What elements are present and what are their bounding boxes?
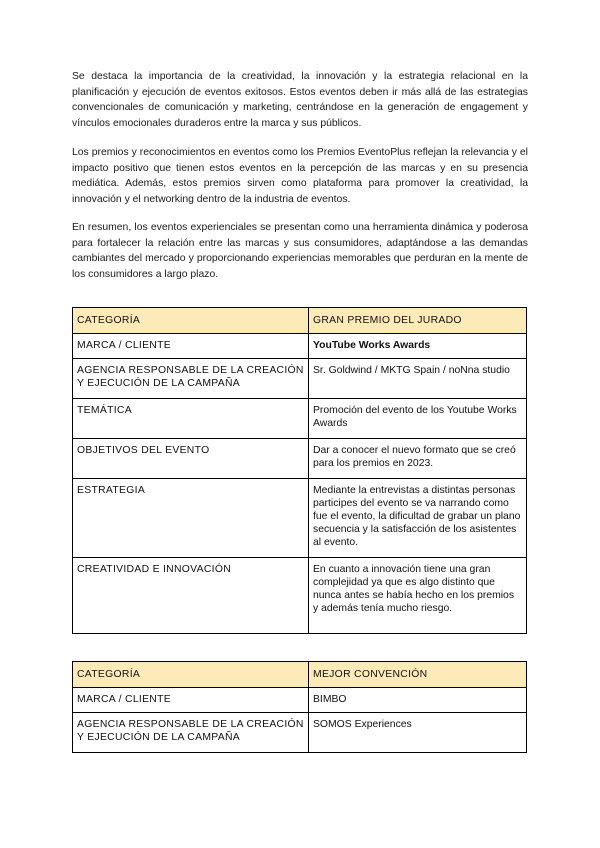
table-row — [73, 359, 527, 399]
row-value: En cuanto a innovación tiene una gran complejidad ya que es algo distinto que nunca antes se había hecho en los premios y además tenía mucho riesgo. — [309, 558, 527, 634]
table-header-row — [73, 662, 527, 688]
paragraph-summary: En resumen, los eventos experienciales se presentan como una herramienta dinámica y poderosa para fortalecer la relación entre las marcas y sus consumidores, adaptándose a las demandas cambiantes del mercado y proporcionando experiencias memorables que perduran en la mente de los consumidores a largo plazo. — [72, 222, 528, 280]
table-row — [73, 479, 527, 558]
table-row — [73, 713, 527, 753]
row-label: AGENCIA RESPONSABLE DE LA CREACIÓN Y EJECUCIÓN DE LA CAMPAÑA — [73, 359, 309, 399]
row-label: TEMÁTICA — [73, 399, 309, 439]
row-label: MARCA / CLIENTE — [73, 334, 309, 359]
paragraph-awards: Los premios y reconocimientos en eventos como los Premios EventoPlus reflejan la relevancia y el impacto positivo que tienen estos eventos en la percepción de las marcas y en su presencia mediática. Además, estos premios sirven como plataforma para promover la creatividad, la innovación y el networking dentro de la industria de eventos. — [72, 147, 528, 205]
table-row — [73, 558, 527, 634]
row-label: AGENCIA RESPONSABLE DE LA CREACIÓN Y EJECUCIÓN DE LA CAMPAÑA — [73, 713, 309, 753]
row-value: SOMOS Experiences — [309, 713, 527, 753]
table-row — [73, 688, 527, 713]
table-row — [73, 439, 527, 479]
row-value: BIMBO — [309, 688, 527, 713]
award-table-gran-premio — [72, 307, 527, 634]
award-table-mejor-convencion — [72, 661, 527, 753]
paragraph-creativity: Se destaca la importancia de la creatividad, la innovación y la estrategia relacional en la planificación y ejecución de eventos exitosos. Estos eventos deben ir más allá de las estrategias convencionales de comunicación y marketing, centrándose en la generación de engagement y vínculos emocionales duraderos entre la marca y sus públicos. — [72, 71, 528, 129]
table-header-award: GRAN PREMIO DEL JURADO — [309, 308, 527, 334]
table-row — [73, 399, 527, 439]
row-label: CREATIVIDAD E INNOVACIÓN — [73, 558, 309, 634]
row-value: YouTube Works Awards — [309, 334, 527, 359]
row-label: ESTRATEGIA — [73, 479, 309, 558]
table-row — [73, 334, 527, 359]
table-header-category: CATEGORÍA — [73, 662, 309, 688]
row-value: Dar a conocer el nuevo formato que se creó para los premios en 2023. — [309, 439, 527, 479]
table-header-category: CATEGORÍA — [73, 308, 309, 334]
row-label: MARCA / CLIENTE — [73, 688, 309, 713]
row-label: OBJETIVOS DEL EVENTO — [73, 439, 309, 479]
table-header-row — [73, 308, 527, 334]
row-value: Sr. Goldwind / MKTG Spain / noNna studio — [309, 359, 527, 399]
row-value: Promoción del evento de los Youtube Works Awards — [309, 399, 527, 439]
table-header-award: MEJOR CONVENCIÓN — [309, 662, 527, 688]
row-value: Mediante la entrevistas a distintas personas participes del evento se va narrando como fue el evento, la dificultad de grabar un plano secuencia y la satisfacción de los asistentes al evento. — [309, 479, 527, 558]
